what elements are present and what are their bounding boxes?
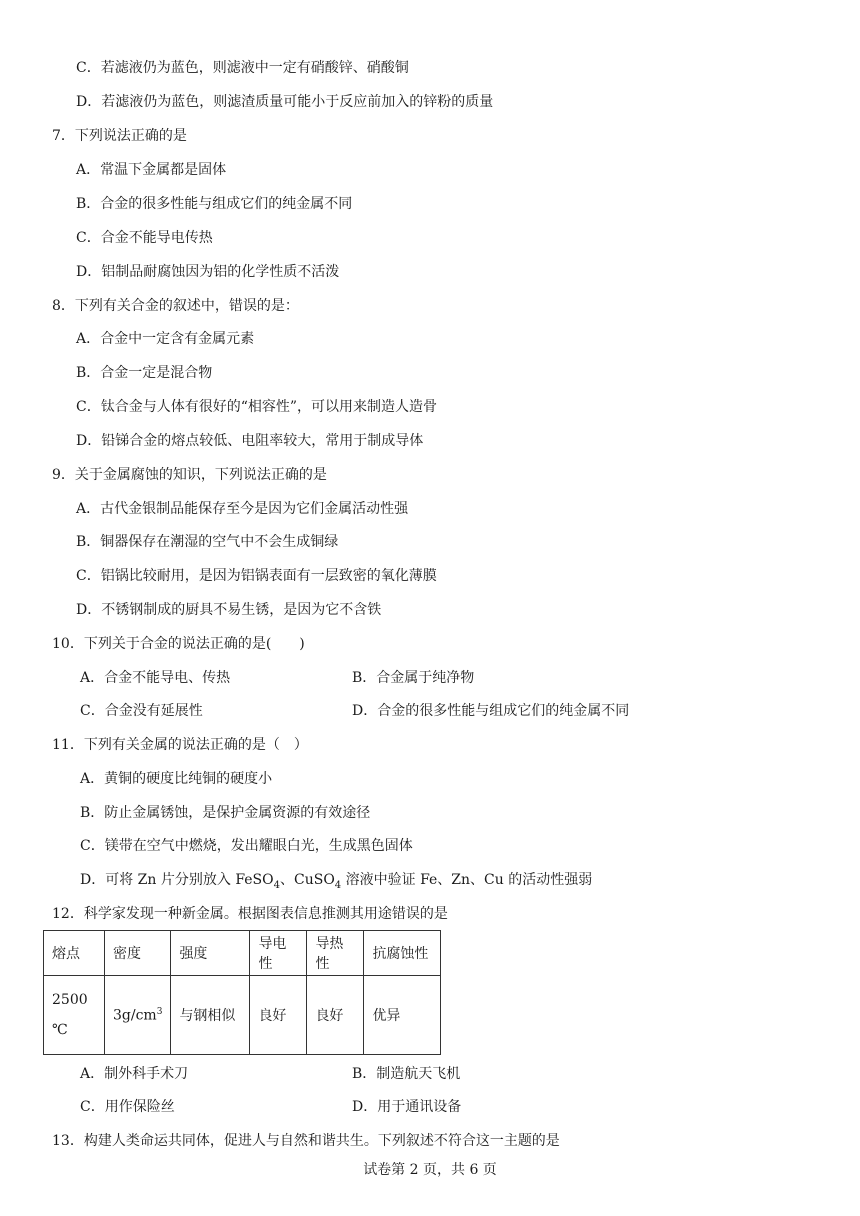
option-7d: D．铝制品耐腐蚀因为铝的化学性质不活泼 bbox=[76, 264, 340, 280]
option-7a: A．常温下金属都是固体 bbox=[76, 162, 227, 178]
option-12d: D．用于通讯设备 bbox=[352, 1099, 462, 1115]
header-thermal-conductivity: 导热性 bbox=[307, 931, 364, 976]
cell-melting-point bbox=[44, 976, 105, 1055]
header-strength: 强度 bbox=[171, 931, 250, 976]
option-11c: C．镁带在空气中燃烧，发出耀眼白光，生成黑色固体 bbox=[80, 838, 413, 854]
option-10b: B．合金属于纯净物 bbox=[352, 670, 475, 686]
option-9d: D．不锈钢制成的厨具不易生锈，是因为它不含铁 bbox=[76, 602, 382, 618]
cell-strength: 与钢相似 bbox=[171, 976, 250, 1055]
question-12: 12．科学家发现一种新金属。根据图表信息推测其用途错误的是 bbox=[52, 906, 448, 922]
properties-table bbox=[43, 930, 441, 1055]
option-12a: A．制外科手术刀 bbox=[80, 1066, 189, 1082]
melting-point-value: 2500 bbox=[52, 992, 88, 1008]
cell-conductivity: 良好 bbox=[250, 976, 307, 1055]
header-melting-point: 熔点 bbox=[44, 931, 105, 976]
header-conductivity: 导电性 bbox=[250, 931, 307, 976]
header-density: 密度 bbox=[105, 931, 171, 976]
cell-corrosion-resistance: 优异 bbox=[364, 976, 441, 1055]
option-8d: D．铅锑合金的熔点较低、电阻率较大，常用于制成导体 bbox=[76, 433, 424, 449]
option-10a: A．合金不能导电、传热 bbox=[80, 670, 231, 686]
header-corrosion-resistance: 抗腐蚀性 bbox=[364, 931, 441, 976]
subscript-4: 4 bbox=[334, 879, 342, 891]
question-9: 9．关于金属腐蚀的知识，下列说法正确的是 bbox=[52, 467, 327, 483]
cell-thermal-conductivity: 良好 bbox=[307, 976, 364, 1055]
option-9b: B．铜器保存在潮湿的空气中不会生成铜绿 bbox=[76, 534, 339, 550]
option-10d: D．合金的很多性能与组成它们的纯金属不同 bbox=[352, 703, 630, 719]
option-10c: C．合金没有延展性 bbox=[80, 703, 203, 719]
melting-point-unit: ℃ bbox=[52, 1022, 68, 1038]
question-11: 11．下列有关金属的说法正确的是（ ） bbox=[52, 737, 308, 753]
option-11a: A．黄铜的硬度比纯铜的硬度小 bbox=[80, 771, 273, 787]
line-6d: D．若滤液仍为蓝色，则滤渣质量可能小于反应前加入的锌粉的质量 bbox=[76, 94, 494, 110]
option-12c: C．用作保险丝 bbox=[80, 1099, 175, 1115]
line-6c: C．若滤液仍为蓝色，则滤液中一定有硝酸锌、硝酸铜 bbox=[76, 60, 409, 76]
table-header-row bbox=[44, 931, 441, 976]
option-8a: A．合金中一定含有金属元素 bbox=[76, 331, 255, 347]
option-9a: A．古代金银制品能保存至今是因为它们金属活动性强 bbox=[76, 501, 409, 517]
option-8c: C．钛合金与人体有很好的“相容性”，可以用来制造人造骨 bbox=[76, 399, 438, 415]
option-11b: B．防止金属锈蚀，是保护金属资源的有效途径 bbox=[80, 805, 371, 821]
page-footer: 试卷第 2 页，共 6 页 bbox=[363, 1162, 497, 1178]
option-12b: B．制造航天飞机 bbox=[352, 1066, 461, 1082]
density-exponent: 3 bbox=[156, 1006, 163, 1017]
option-11d-text-2: 、CuSO bbox=[280, 872, 335, 888]
question-13: 13．构建人类命运共同体，促进人与自然和谐共生。下列叙述不符合这一主题的是 bbox=[52, 1133, 560, 1149]
option-8b: B．合金一定是混合物 bbox=[76, 365, 213, 381]
question-10: 10．下列关于合金的说法正确的是( ) bbox=[52, 636, 305, 652]
option-7b: B．合金的很多性能与组成它们的纯金属不同 bbox=[76, 196, 353, 212]
subscript-4: 4 bbox=[273, 879, 280, 891]
option-7c: C．合金不能导电传热 bbox=[76, 230, 213, 246]
option-11d bbox=[80, 870, 592, 896]
density-value: 3g/cm bbox=[113, 1007, 157, 1024]
table-row bbox=[44, 976, 441, 1055]
option-11d-text-1: D．可将 Zn 片分别放入 FeSO bbox=[80, 872, 274, 888]
question-7: 7．下列说法正确的是 bbox=[52, 128, 187, 144]
cell-density bbox=[105, 976, 171, 1055]
question-8: 8．下列有关合金的叙述中，错误的是： bbox=[52, 298, 299, 314]
option-9c: C．铝锅比较耐用，是因为铝锅表面有一层致密的氧化薄膜 bbox=[76, 568, 437, 584]
option-11d-text-3: 溶液中验证 Fe、Zn、Cu 的活动性强弱 bbox=[341, 872, 593, 888]
